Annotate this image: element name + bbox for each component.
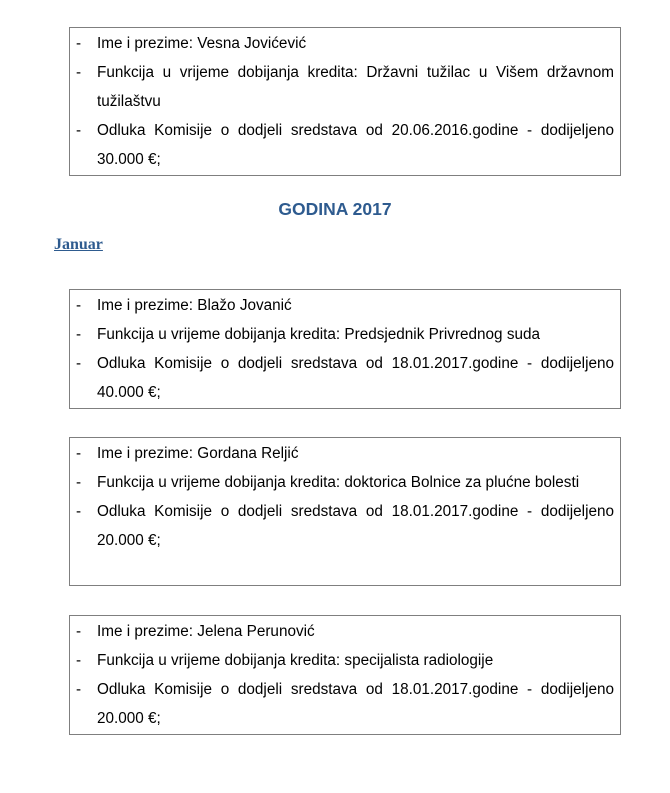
decision-text: Odluka Komisije o dodjeli sredstava od 18.01.2017.godine - dodijeljeno 20.000 €; xyxy=(97,503,614,549)
list-dash: - xyxy=(76,122,82,139)
decision-row xyxy=(76,349,614,407)
name-text: Ime i prezime: Blažo Jovanić xyxy=(97,297,292,314)
list-dash: - xyxy=(76,326,82,343)
function-text: Funkcija u vrijeme dobijanja kredita: specijalista radiologije xyxy=(97,652,494,669)
decision-text: Odluka Komisije o dodjeli sredstava od 18.01.2017.godine - dodijeljeno 20.000 €; xyxy=(97,681,614,727)
list-dash: - xyxy=(76,623,82,640)
list-dash: - xyxy=(76,445,82,462)
record-box-jovicevic xyxy=(69,27,621,176)
list-dash: - xyxy=(76,297,82,314)
function-row xyxy=(76,320,614,349)
function-text: Funkcija u vrijeme dobijanja kredita: Predsjednik Privrednog suda xyxy=(97,326,540,343)
record-box-perunovic xyxy=(69,615,621,735)
function-row xyxy=(76,468,614,497)
name-row xyxy=(76,617,614,646)
name-text: Ime i prezime: Jelena Perunović xyxy=(97,623,315,640)
function-text: Funkcija u vrijeme dobijanja kredita: doktorica Bolnice za plućne bolesti xyxy=(97,474,580,491)
decision-row xyxy=(76,497,614,555)
list-dash: - xyxy=(76,503,82,520)
name-row xyxy=(76,29,614,58)
name-row xyxy=(76,439,614,468)
decision-text: Odluka Komisije o dodjeli sredstava od 18.01.2017.godine - dodijeljeno 40.000 €; xyxy=(97,355,614,401)
list-dash: - xyxy=(76,681,82,698)
record-box-jovanic xyxy=(69,289,621,409)
list-dash: - xyxy=(76,652,82,669)
record-box-reljic xyxy=(69,437,621,586)
function-row xyxy=(76,646,614,675)
list-dash: - xyxy=(76,64,82,81)
name-text: Ime i prezime: Gordana Reljić xyxy=(97,445,299,462)
decision-text: Odluka Komisije o dodjeli sredstava od 20.06.2016.godine - dodijeljeno 30.000 €; xyxy=(97,122,614,168)
list-dash: - xyxy=(76,355,82,372)
name-row xyxy=(76,291,614,320)
list-dash: - xyxy=(76,474,82,491)
function-text: Funkcija u vrijeme dobijanja kredita: Državni tužilac u Višem državnom tužilaštvu xyxy=(97,64,614,110)
function-row xyxy=(76,58,614,116)
list-dash: - xyxy=(76,35,82,52)
decision-row xyxy=(76,675,614,733)
name-text: Ime i prezime: Vesna Jovićević xyxy=(97,35,307,52)
month-heading: Januar xyxy=(54,236,103,253)
decision-row xyxy=(76,116,614,174)
year-heading: GODINA 2017 xyxy=(278,199,392,219)
